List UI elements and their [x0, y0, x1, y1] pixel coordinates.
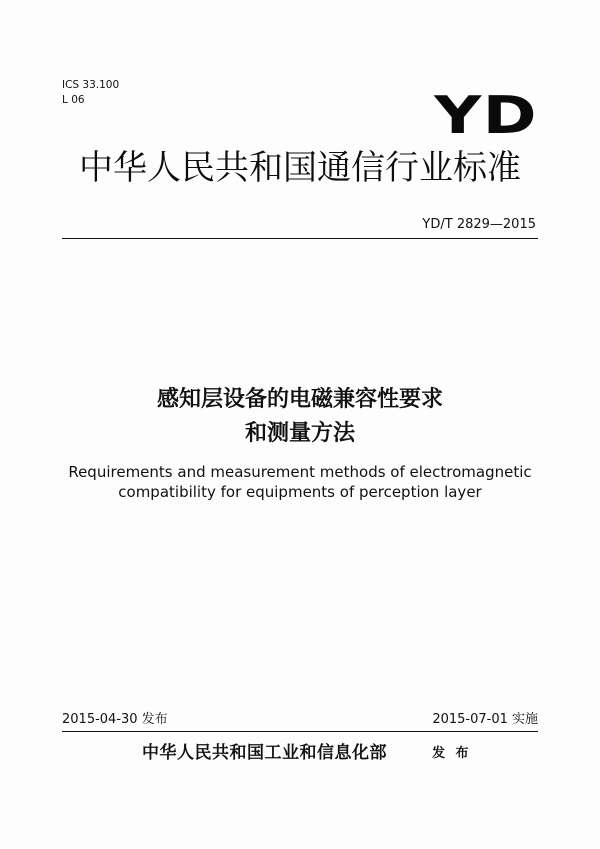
classification-code: L 06 — [62, 94, 85, 106]
publish-label: 发 布 — [432, 746, 472, 761]
chinese-title-line-2: 和测量方法 — [244, 421, 355, 446]
issue-date: 2015-04-30 发布 — [62, 712, 168, 727]
ics-code: ICS 33.100 — [62, 79, 120, 91]
publisher-name: 中华人民共和国工业和信息化部 — [142, 743, 387, 763]
top-divider — [62, 238, 538, 239]
english-title-line-1: Requirements and measurement methods of electromagnetic — [68, 463, 532, 481]
bottom-divider — [62, 731, 538, 732]
chinese-title-line-1: 感知层设备的电磁兼容性要求 — [156, 387, 443, 412]
yd-logo: YD — [434, 86, 538, 146]
standard-category-title: 中华人民共和国通信行业标准 — [79, 148, 521, 188]
implementation-date: 2015-07-01 实施 — [432, 712, 538, 727]
standard-number: YD/T 2829—2015 — [422, 217, 536, 232]
english-title-line-2: compatibility for equipments of perception layer — [118, 483, 482, 501]
